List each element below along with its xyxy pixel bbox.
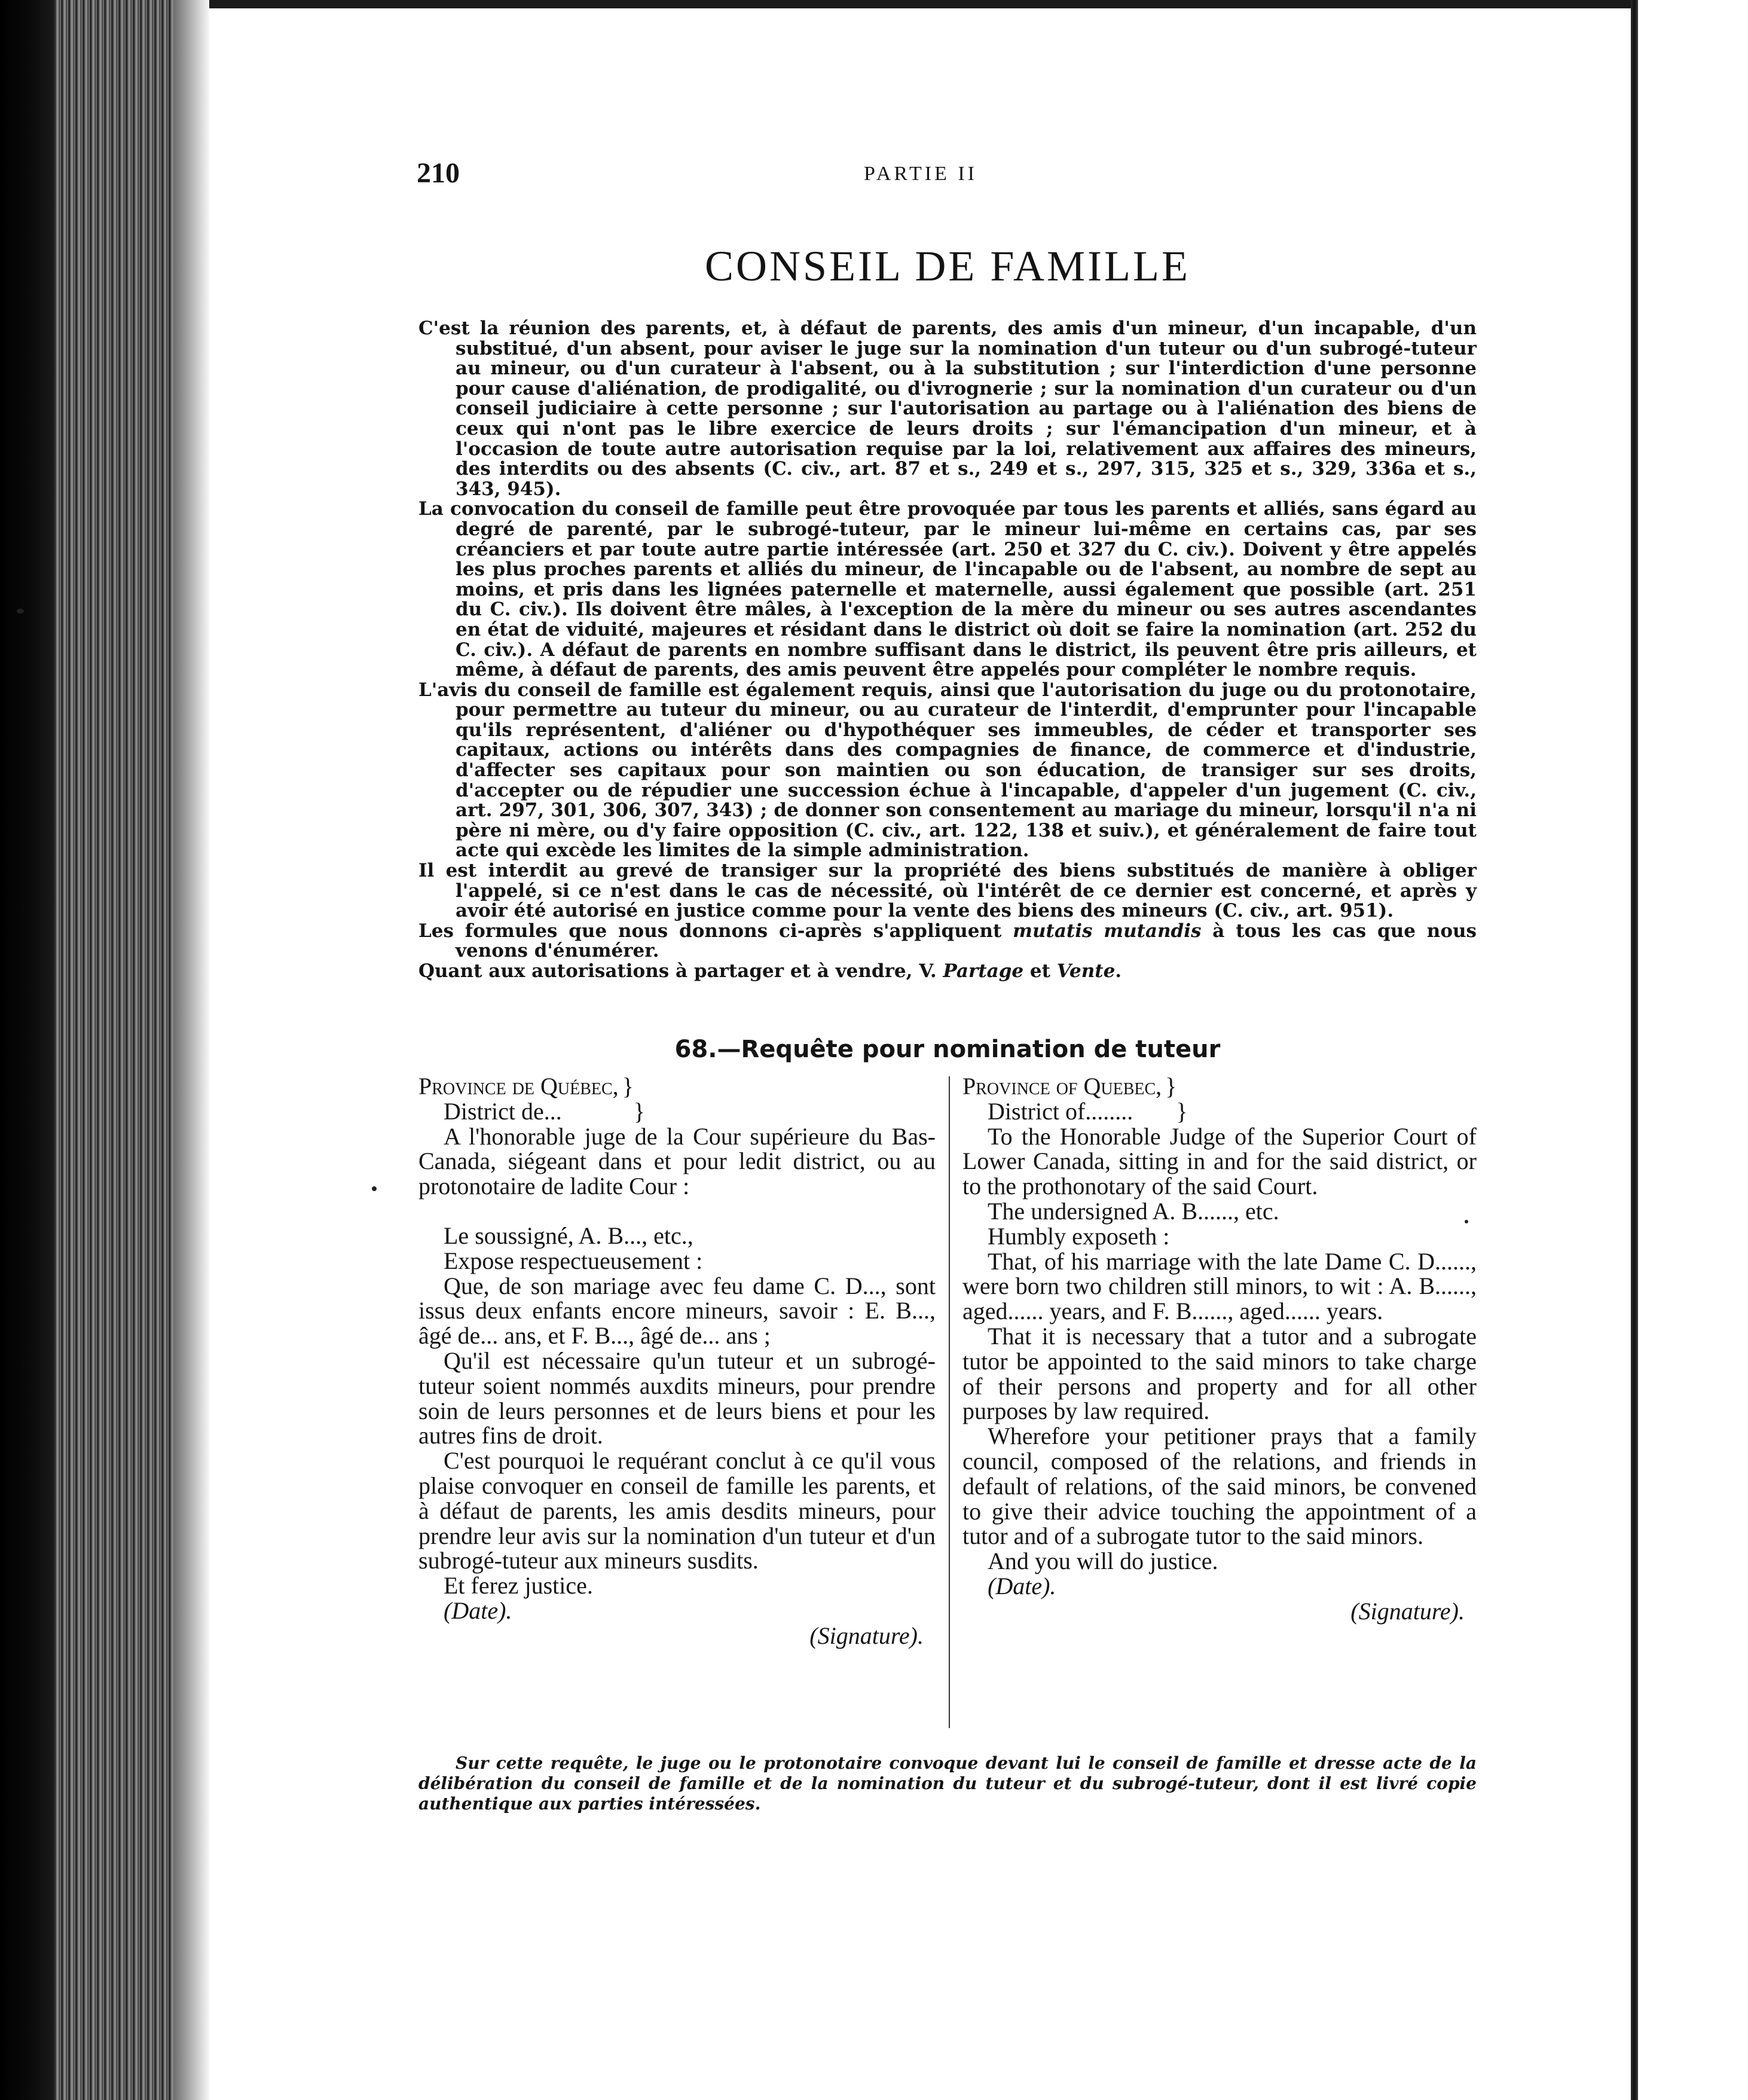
column-divider [949, 1076, 950, 1728]
french-wherefore: C'est pourquoi le requérant conclut à ce qu'il vous plaise convoquer en conseil de famille les parents, et à défaut de parents, les amis desdits mineurs, pour prendre leur avis sur la nomination d'un tuteur et d'un subrogé-tuteur aux mineurs susdits. [418, 1447, 936, 1574]
running-head: PARTIE II [864, 163, 977, 185]
formulas-text-end: à tous les cas que nous venons d'énumérer. [456, 920, 1477, 962]
formulas-paragraph [418, 921, 1477, 962]
form-title: 68.—Requête pour nomination de tuteur [674, 1036, 1221, 1063]
english-marriage: That, of his marriage with the late Dame C. D......, were born two children still minors, to wit : A. B......, aged...... years, and F. B......, aged...... years. [962, 1247, 1477, 1325]
authorizations-vente: Vente [1056, 960, 1116, 982]
intro-paragraph: C'est la réunion des parents, et, à défaut de parents, des amis d'un mineur, d'un incapable, d'un substitué, d'un absent, pour aviser le juge sur la nomination d'un tuteur ou d'un subrogé-tuteur au mineur, ou d'un curateur à l'absent, ou à la substitution ; sur l'interdiction d'une personne pour cause d'aliénation, de prodigalité, ou d'ivrognerie ; sur la nomination d'un curateur ou d'un conseil judiciaire à cette personne ; sur l'autorisation au partage ou à l'aliénation des biens de ceux qui n'ont pas le libre exercice de leurs droits ; sur l'émancipation d'un mineur, et à l'occasion de toute autre autorisation requise par la loi, relativement aux affaires des mineurs, des interdits ou des absents (C. civ., art. 87 et s., 249 et s., 297, 315, 325 et s., 329, 336a et s., 343, 945). [418, 318, 1477, 500]
english-district: District of........ [988, 1097, 1133, 1125]
scan-speck [1465, 1220, 1468, 1223]
authorizations-mid: et [1023, 960, 1057, 982]
scan-speck [17, 609, 24, 613]
page-number: 210 [417, 157, 460, 189]
brace-glyph: } [633, 1097, 645, 1125]
english-undersigned: The undersigned A. B......, etc. [988, 1197, 1279, 1225]
authorizations-end: . [1115, 960, 1122, 982]
closing-note-text: Sur cette requête, le juge ou le protonotaire convoque devant lui le conseil de famille et dresse acte de la délibération du conseil de famille et de la nomination du tuteur et du subrogé-tuteur, dont il est livré copie authentique aux parties intéressées. [418, 1753, 1477, 1814]
french-expose: Expose respectueusement : [444, 1247, 703, 1274]
intro-text [418, 319, 1477, 982]
scan-top-edge [0, 0, 1748, 8]
english-column [962, 1074, 1477, 1624]
brace-glyph: } [1165, 1073, 1177, 1100]
french-district-line [418, 1099, 936, 1124]
english-province: Province of Quebec, [962, 1073, 1162, 1100]
scan-left-edge [0, 0, 54, 2100]
french-justice: Et ferez justice. [444, 1572, 593, 1600]
french-column [418, 1074, 936, 1649]
french-signature: (Signature). [809, 1622, 924, 1649]
english-wherefore: Wherefore your petitioner prays that a family council, composed of the relations, and friends in default of relations, of the said minors, be convened to give their advice touching the appointment of a tutor and of a subrogate tutor to the said minors. [962, 1423, 1477, 1550]
french-date: (Date). [444, 1597, 512, 1624]
english-necessary: That it is necessary that a tutor and a subrogate tutor be appointed to the said minors to take charge of their persons and property and for all other purposes by law required. [962, 1322, 1477, 1425]
english-district-line [962, 1099, 1477, 1124]
english-justice: And you will do justice. [988, 1547, 1218, 1575]
gutter-shadow [173, 0, 209, 2100]
french-undersigned: Le soussigné, A. B..., etc., [444, 1222, 693, 1249]
french-province-line [418, 1074, 936, 1099]
scan-right-margin [1638, 0, 1748, 2100]
authorizations-paragraph [418, 962, 1477, 982]
book-page-edges [54, 0, 173, 2100]
french-necessary: Qu'il est nécessaire qu'un tuteur et un subrogé-tuteur soient nommés auxdits mineurs, pour prendre soin de leurs personnes et de leurs biens et pour les autres fins de droit. [418, 1347, 936, 1449]
section-title: CONSEIL DE FAMILLE [705, 242, 1190, 290]
brace-glyph: } [1176, 1097, 1188, 1125]
intro-paragraph: La convocation du conseil de famille peut être provoquée par tous les parents et alliés, sans égard au degré de parenté, par le subrogé-tuteur, par le mineur lui-même en certains cas, par ses créanciers et par toute autre partie intéressée (art. 250 et 327 du C. civ.). Doivent y être appelés les plus proches parents et alliés du mineur, de l'incapable ou de l'absent, au nombre de sept au moins, et pris dans les lignées paternelle et maternelle, aussi également que possible (art. 251 du C. civ.). Ils doivent être mâles, à l'exception de la mère du mineur ou ses autres ascendantes en état de viduité, majeures et résidant dans le district où doit se faire la nomination (art. 252 du C. civ.). A défaut de parents en nombre suffisant dans le district, ils peuvent être pris ailleurs, et même, à défaut de parents, des amis peuvent être appelés pour compléter le nombre requis. [418, 498, 1477, 681]
french-address: A l'honorable juge de la Cour supérieure du Bas-Canada, siégeant dans et pour ledit district, ou au protonotaire de ladite Cour : [418, 1122, 936, 1200]
french-marriage: Que, de son mariage avec feu dame C. D..., sont issus deux enfants encore mineurs, savoir : E. B..., âgé de... ans, et F. B..., âgé de... ans ; [418, 1272, 936, 1350]
intro-paragraph: L'avis du conseil de famille est également requis, ainsi que l'autorisation du juge ou du protonotaire, pour permettre au tuteur du mineur, ou au curateur de l'interdit, d'emprunter pour l'incapable qu'ils représentent, d'aliéner ou d'hypothéquer ses immeubles, de céder et transporter ses capitaux, actions ou intérêts dans des compagnies de finance, de commerce et d'industrie, d'affecter ses capitaux pour son maintien ou son éducation, de transiger sur ses droits, d'accepter ou de répudier une succession échue à l'incapable, d'appeler d'un jugement (C. civ., art. 297, 301, 306, 307, 343) ; de donner son consentement au mariage du mineur, lorsqu'il n'a ni père ni mère, ou d'y faire opposition (C. civ., art. 122, 138 et suiv.), et généralement de faire tout acte qui excède les limites de la simple administration. [418, 679, 1477, 862]
formulas-italic: mutatis mutandis [1013, 920, 1202, 942]
english-signature: (Signature). [1350, 1597, 1465, 1625]
french-province: Province de Québec, [418, 1073, 619, 1100]
authorizations-text: Quant aux autorisations à partager et à vendre, V. [418, 960, 943, 982]
formulas-text: Les formules que nous donnons ci-après s'appliquent [418, 920, 1013, 942]
brace-glyph: } [622, 1073, 634, 1100]
english-province-line [962, 1074, 1477, 1099]
scan-speck [372, 1186, 377, 1191]
english-address: To the Honorable Judge of the Superior Court of Lower Canada, sitting in and for the said district, or to the prothonotary of the said Court. [962, 1122, 1477, 1200]
closing-note [418, 1753, 1477, 1814]
english-date: (Date). [988, 1572, 1056, 1600]
english-exposeth: Humbly exposeth : [988, 1222, 1170, 1250]
french-district: District de... [444, 1097, 562, 1125]
scan-right-edge [1631, 0, 1638, 2100]
authorizations-partage: Partage [943, 960, 1024, 982]
intro-paragraph: Il est interdit au grevé de transiger sur la propriété des biens substitués de manière à obliger l'appelé, si ce n'est dans le cas de nécessité, où l'intérêt de ce dernier est concerné, et après y avoir été autorisé en justice comme pour la vente des biens des mineurs (C. civ., art. 951). [418, 860, 1477, 922]
